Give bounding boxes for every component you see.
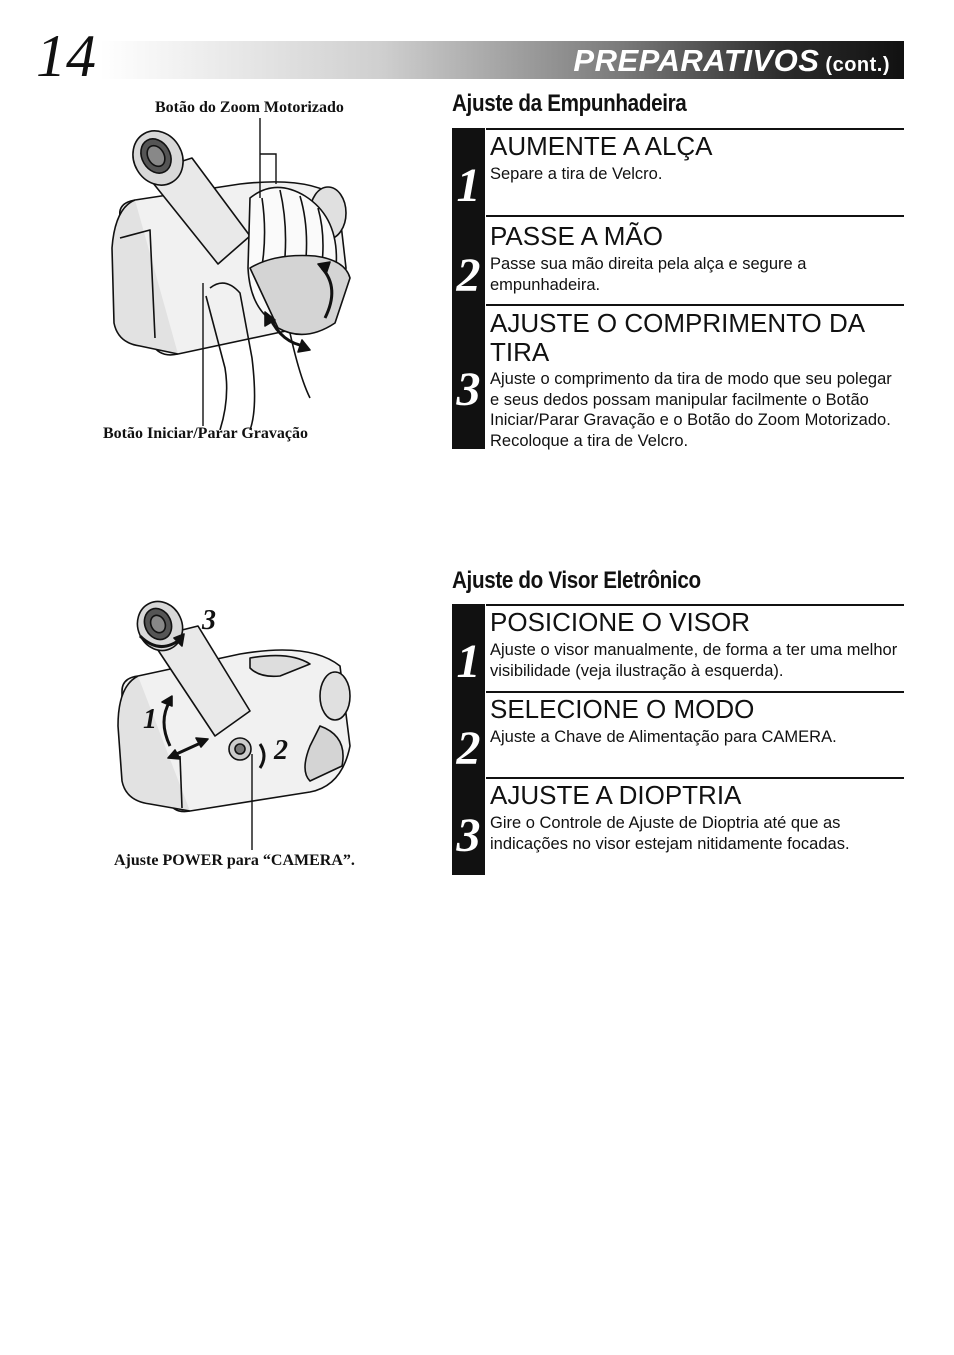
- step-divider: [486, 691, 904, 693]
- step-heading: POSICIONE O VISOR: [490, 607, 751, 637]
- callout-2: 2: [274, 735, 288, 766]
- step-number: 1: [456, 159, 481, 212]
- step-heading: PASSE A MÃO: [490, 221, 663, 251]
- step-text: Separe a tira de Velcro.: [490, 165, 663, 183]
- step-number: 2: [456, 249, 481, 302]
- step-divider: [486, 304, 904, 306]
- step-divider: [486, 215, 904, 217]
- step-text: Ajuste o comprimento da tira de modo que seu polegar e seus dedos possam manipular facilmente o Botão Iniciar/Parar Gravação e o Botão do Zoom Motorizado. Recoloque a tira de Velcro.: [490, 370, 892, 450]
- step-heading: AJUSTE A DIOPTRIA: [490, 780, 742, 810]
- section-rule-viewfinder: [486, 604, 904, 606]
- section-title-grip: Ajuste da Empunhadeira: [452, 90, 687, 117]
- step-number: 2: [456, 722, 481, 775]
- zoom-button-label: Botão do Zoom Motorizado: [155, 99, 344, 116]
- header-title-text: PREPARATIVOS: [573, 43, 820, 78]
- step-text: Ajuste o visor manualmente, de forma a ter uma melhor visibilidade (veja ilustração à esquerda).: [490, 641, 898, 680]
- callout-1: 1: [143, 704, 157, 735]
- step-text: Passe sua mão direita pela alça e segure a empunhadeira.: [490, 255, 807, 294]
- power-camera-label: Ajuste POWER para “CAMERA”.: [114, 852, 355, 869]
- step-text: Gire o Controle de Ajuste de Dioptria até que as indicações no visor estejam nitidamente focadas.: [490, 814, 850, 853]
- section-title-viewfinder: Ajuste do Visor Eletrônico: [452, 567, 701, 594]
- section-rule-grip: [486, 128, 904, 130]
- header-title: [573, 43, 890, 79]
- step-divider: [486, 777, 904, 779]
- step-heading: SELECIONE O MODO: [490, 694, 755, 724]
- header-bar: [100, 41, 904, 79]
- camcorder-grip-illustration: [100, 118, 370, 430]
- step-heading: AUMENTE A ALÇA: [490, 131, 713, 161]
- page-number: 14: [36, 23, 96, 89]
- callout-3: 3: [202, 605, 216, 636]
- step-heading: AJUSTE O COMPRIMENTO DA TIRA: [490, 308, 864, 367]
- step-number: 3: [456, 363, 481, 416]
- header-cont: (cont.): [825, 54, 890, 76]
- record-button-label: Botão Iniciar/Parar Gravação: [103, 425, 308, 442]
- step-number: 1: [456, 635, 481, 688]
- step-number: 3: [456, 809, 481, 862]
- step-text: Ajuste a Chave de Alimentação para CAMERA.: [490, 728, 837, 746]
